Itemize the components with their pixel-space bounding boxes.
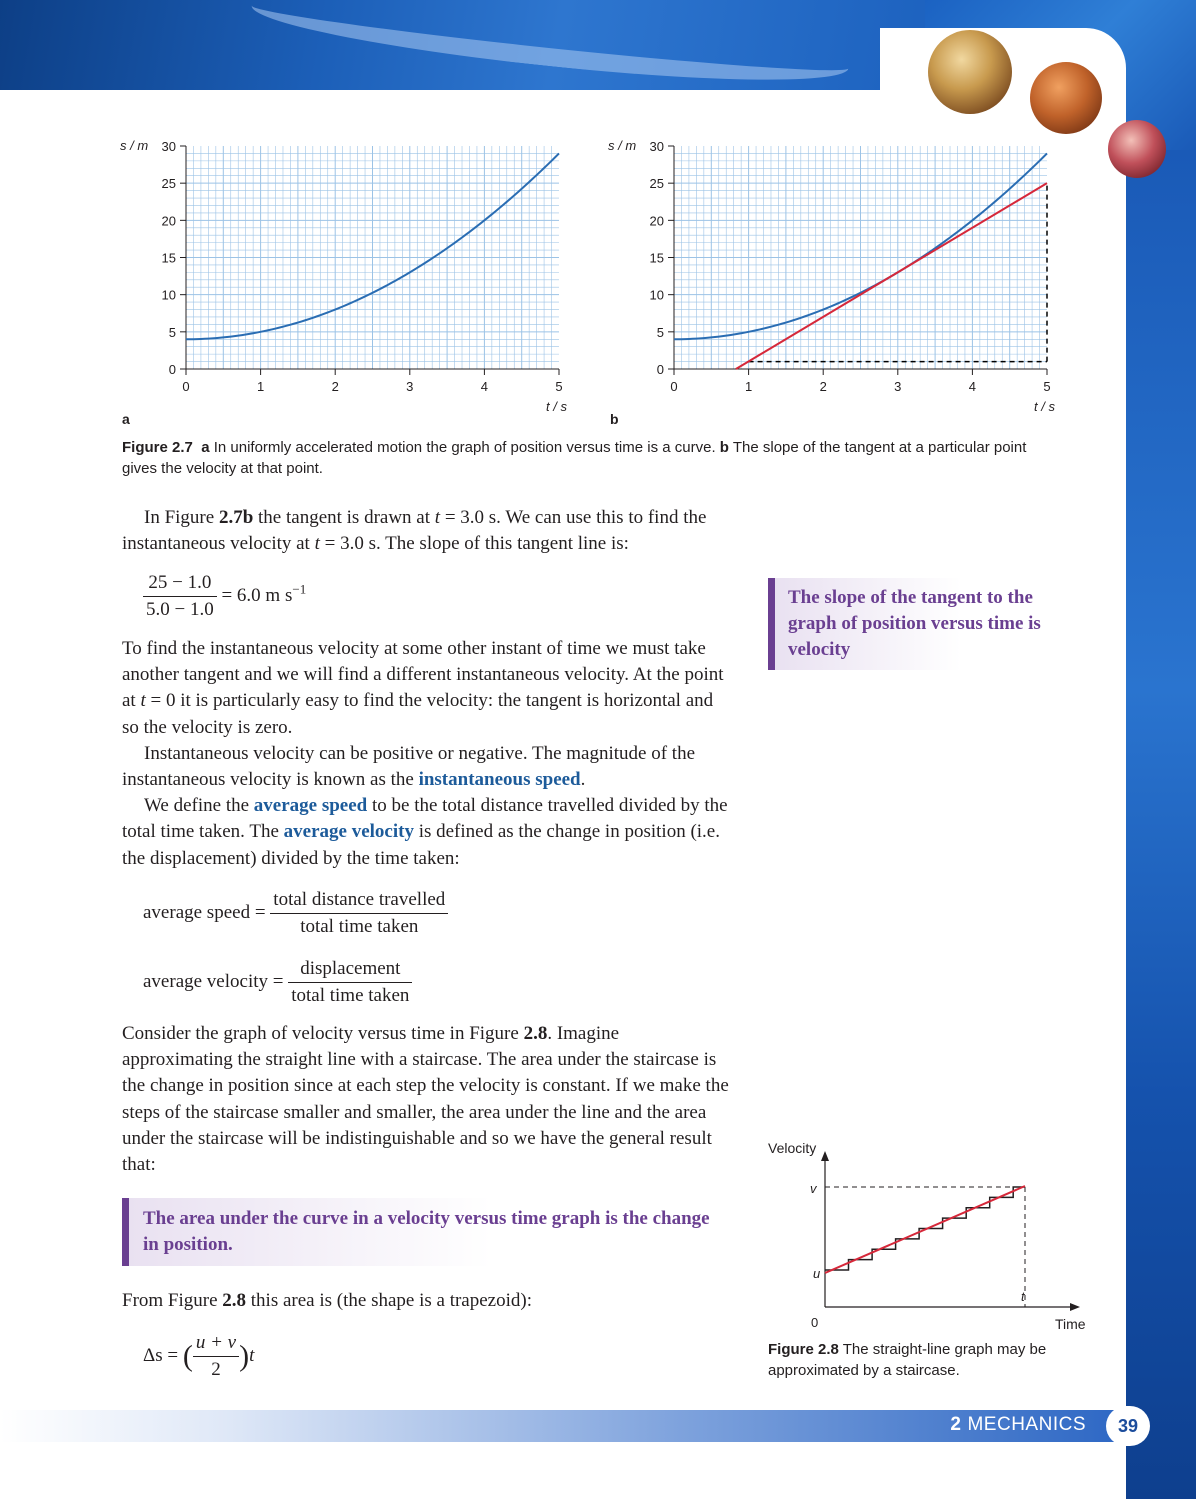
- y-tick-label: 15: [161, 250, 176, 266]
- x-tick-label: 1: [256, 379, 265, 394]
- y-axis-label: s / m: [608, 138, 637, 153]
- y-axis-label: Velocity: [768, 1140, 817, 1156]
- x-tick-label: 5: [555, 379, 563, 394]
- y-axis-label: s / m: [120, 138, 149, 153]
- y-tick-label: 15: [649, 250, 664, 266]
- term-average-speed: average speed: [253, 795, 368, 817]
- caption-text-a: In uniformly accelerated motion the graph of position versus time is a curve.: [209, 439, 720, 456]
- y-tick-label: 5: [168, 324, 176, 340]
- average-velocity-equation: average velocity = $\frac{\text{displacement}}{\text{total time taken}}$: [143, 956, 753, 1009]
- chapter-label: 2 MECHANICS: [950, 1414, 1086, 1435]
- slope-equation: $\frac{25 - 1.0}{5.0 - 1.0}$ = 6.0 m $s^{-1}$: [143, 570, 753, 623]
- y-tick-label: 25: [161, 176, 176, 192]
- x-tick-label: 3: [894, 379, 902, 394]
- y-tick-label: 30: [649, 139, 664, 154]
- u-label: u: [813, 1266, 821, 1281]
- x-axis-label: t / s: [546, 399, 567, 414]
- x-tick-label: 4: [480, 379, 489, 394]
- figure-2-7a-chart: [110, 130, 580, 430]
- y-tick-label: 30: [161, 139, 176, 154]
- y-tick-label: 5: [656, 324, 664, 340]
- average-speed-equation: average speed = $\frac{\text{total distance travelled}}{\text{total time taken}}$: [143, 887, 753, 940]
- y-tick-label: 20: [649, 213, 664, 229]
- callout-slope-tangent: The slope of the tangent to the graph of position versus time is velocity: [768, 578, 1086, 670]
- planet-image: [1108, 120, 1166, 178]
- x-axis-arrow: [1070, 1303, 1080, 1311]
- paragraph-body: To find the instantaneous velocity at some other instant of time we must take another tangent and we will find a different instantaneous velocity. At the point at t = 0 it is particularly easy to find the velocity: the tangent is horizontal and so the velocity is zero. Instantaneous velocity can be positive or negative. The magnitude of the instantaneous velocity is known as the instantaneous speed. We define the average speed to be the total distance travelled divided by the total time taken. The average velocity is defined as the change in position (i.e. the displacement) divided by the time taken:: [122, 638, 728, 869]
- trapezoid-equation: Δs = ( $\frac{u + v}{2}$ )t: [143, 1332, 255, 1381]
- figure-2-8-caption: Figure 2.8 The straight-line graph may be approximated by a staircase.: [768, 1341, 1047, 1379]
- y-tick-label: 20: [161, 213, 176, 229]
- y-axis-arrow: [821, 1151, 829, 1161]
- velocity-line: [825, 1186, 1025, 1273]
- caption-label: Figure 2.7: [122, 439, 193, 456]
- planet-image: [1030, 62, 1102, 134]
- panel-label: a: [122, 411, 130, 427]
- paragraph-tangent: In Figure 2.7b the tangent is drawn at t = 3.0 s. We can use this to find the instantaneous velocity at t = 3.0 s. The slope of this tangent line is:: [122, 507, 707, 555]
- figure-2-7-caption: [122, 437, 1052, 479]
- x-tick-label: 2: [819, 379, 827, 394]
- callout-area-under-curve: The area under the curve in a velocity versus time graph is the change in position.: [122, 1198, 733, 1266]
- figure-2-7b-chart: [598, 130, 1068, 430]
- page-number: 39: [1106, 1406, 1150, 1446]
- t-label: t: [1021, 1289, 1025, 1304]
- x-tick-label: 5: [1043, 379, 1051, 394]
- caption-text-b: The slope of the tangent at a particular point gives the velocity at that point.: [122, 439, 1027, 477]
- y-tick-label: 25: [649, 176, 664, 192]
- paragraph-staircase: Consider the graph of velocity versus time in Figure 2.8. Imagine approximating the straight line with a staircase. The area under the staircase is the change in position since at each step the velocity is constant. If we make the steps of the staircase smaller and smaller, the area under the line and the area under the staircase will be indistinguishable and so we have the general result that:: [122, 1023, 729, 1176]
- y-tick-label: 0: [168, 362, 176, 377]
- planet-image: [928, 30, 1012, 114]
- paragraph-trapezoid: From Figure 2.8 this area is (the shape is a trapezoid):: [122, 1290, 532, 1311]
- x-axis-label: Time: [1055, 1316, 1086, 1332]
- v-label: v: [810, 1181, 817, 1196]
- y-tick-label: 10: [649, 287, 664, 303]
- x-tick-label: 2: [331, 379, 339, 394]
- side-band: [1126, 150, 1196, 1499]
- tangent-line: [736, 183, 1047, 369]
- x-tick-label: 3: [406, 379, 414, 394]
- origin-label: 0: [811, 1315, 819, 1330]
- x-tick-label: 1: [744, 379, 753, 394]
- figure-2-8-chart: [760, 1135, 1100, 1340]
- y-tick-label: 10: [161, 287, 176, 303]
- panel-label: b: [610, 411, 619, 427]
- x-axis-label: t / s: [1034, 399, 1055, 414]
- x-tick-label: 0: [182, 379, 190, 394]
- x-tick-label: 0: [670, 379, 678, 394]
- caption-letter-b: b: [719, 439, 729, 456]
- y-tick-label: 0: [656, 362, 664, 377]
- term-instantaneous-speed: instantaneous speed: [418, 769, 581, 791]
- caption-letter-a: a: [201, 439, 210, 456]
- term-average-velocity: average velocity: [283, 821, 414, 843]
- x-tick-label: 4: [968, 379, 977, 394]
- header-band: [0, 0, 925, 90]
